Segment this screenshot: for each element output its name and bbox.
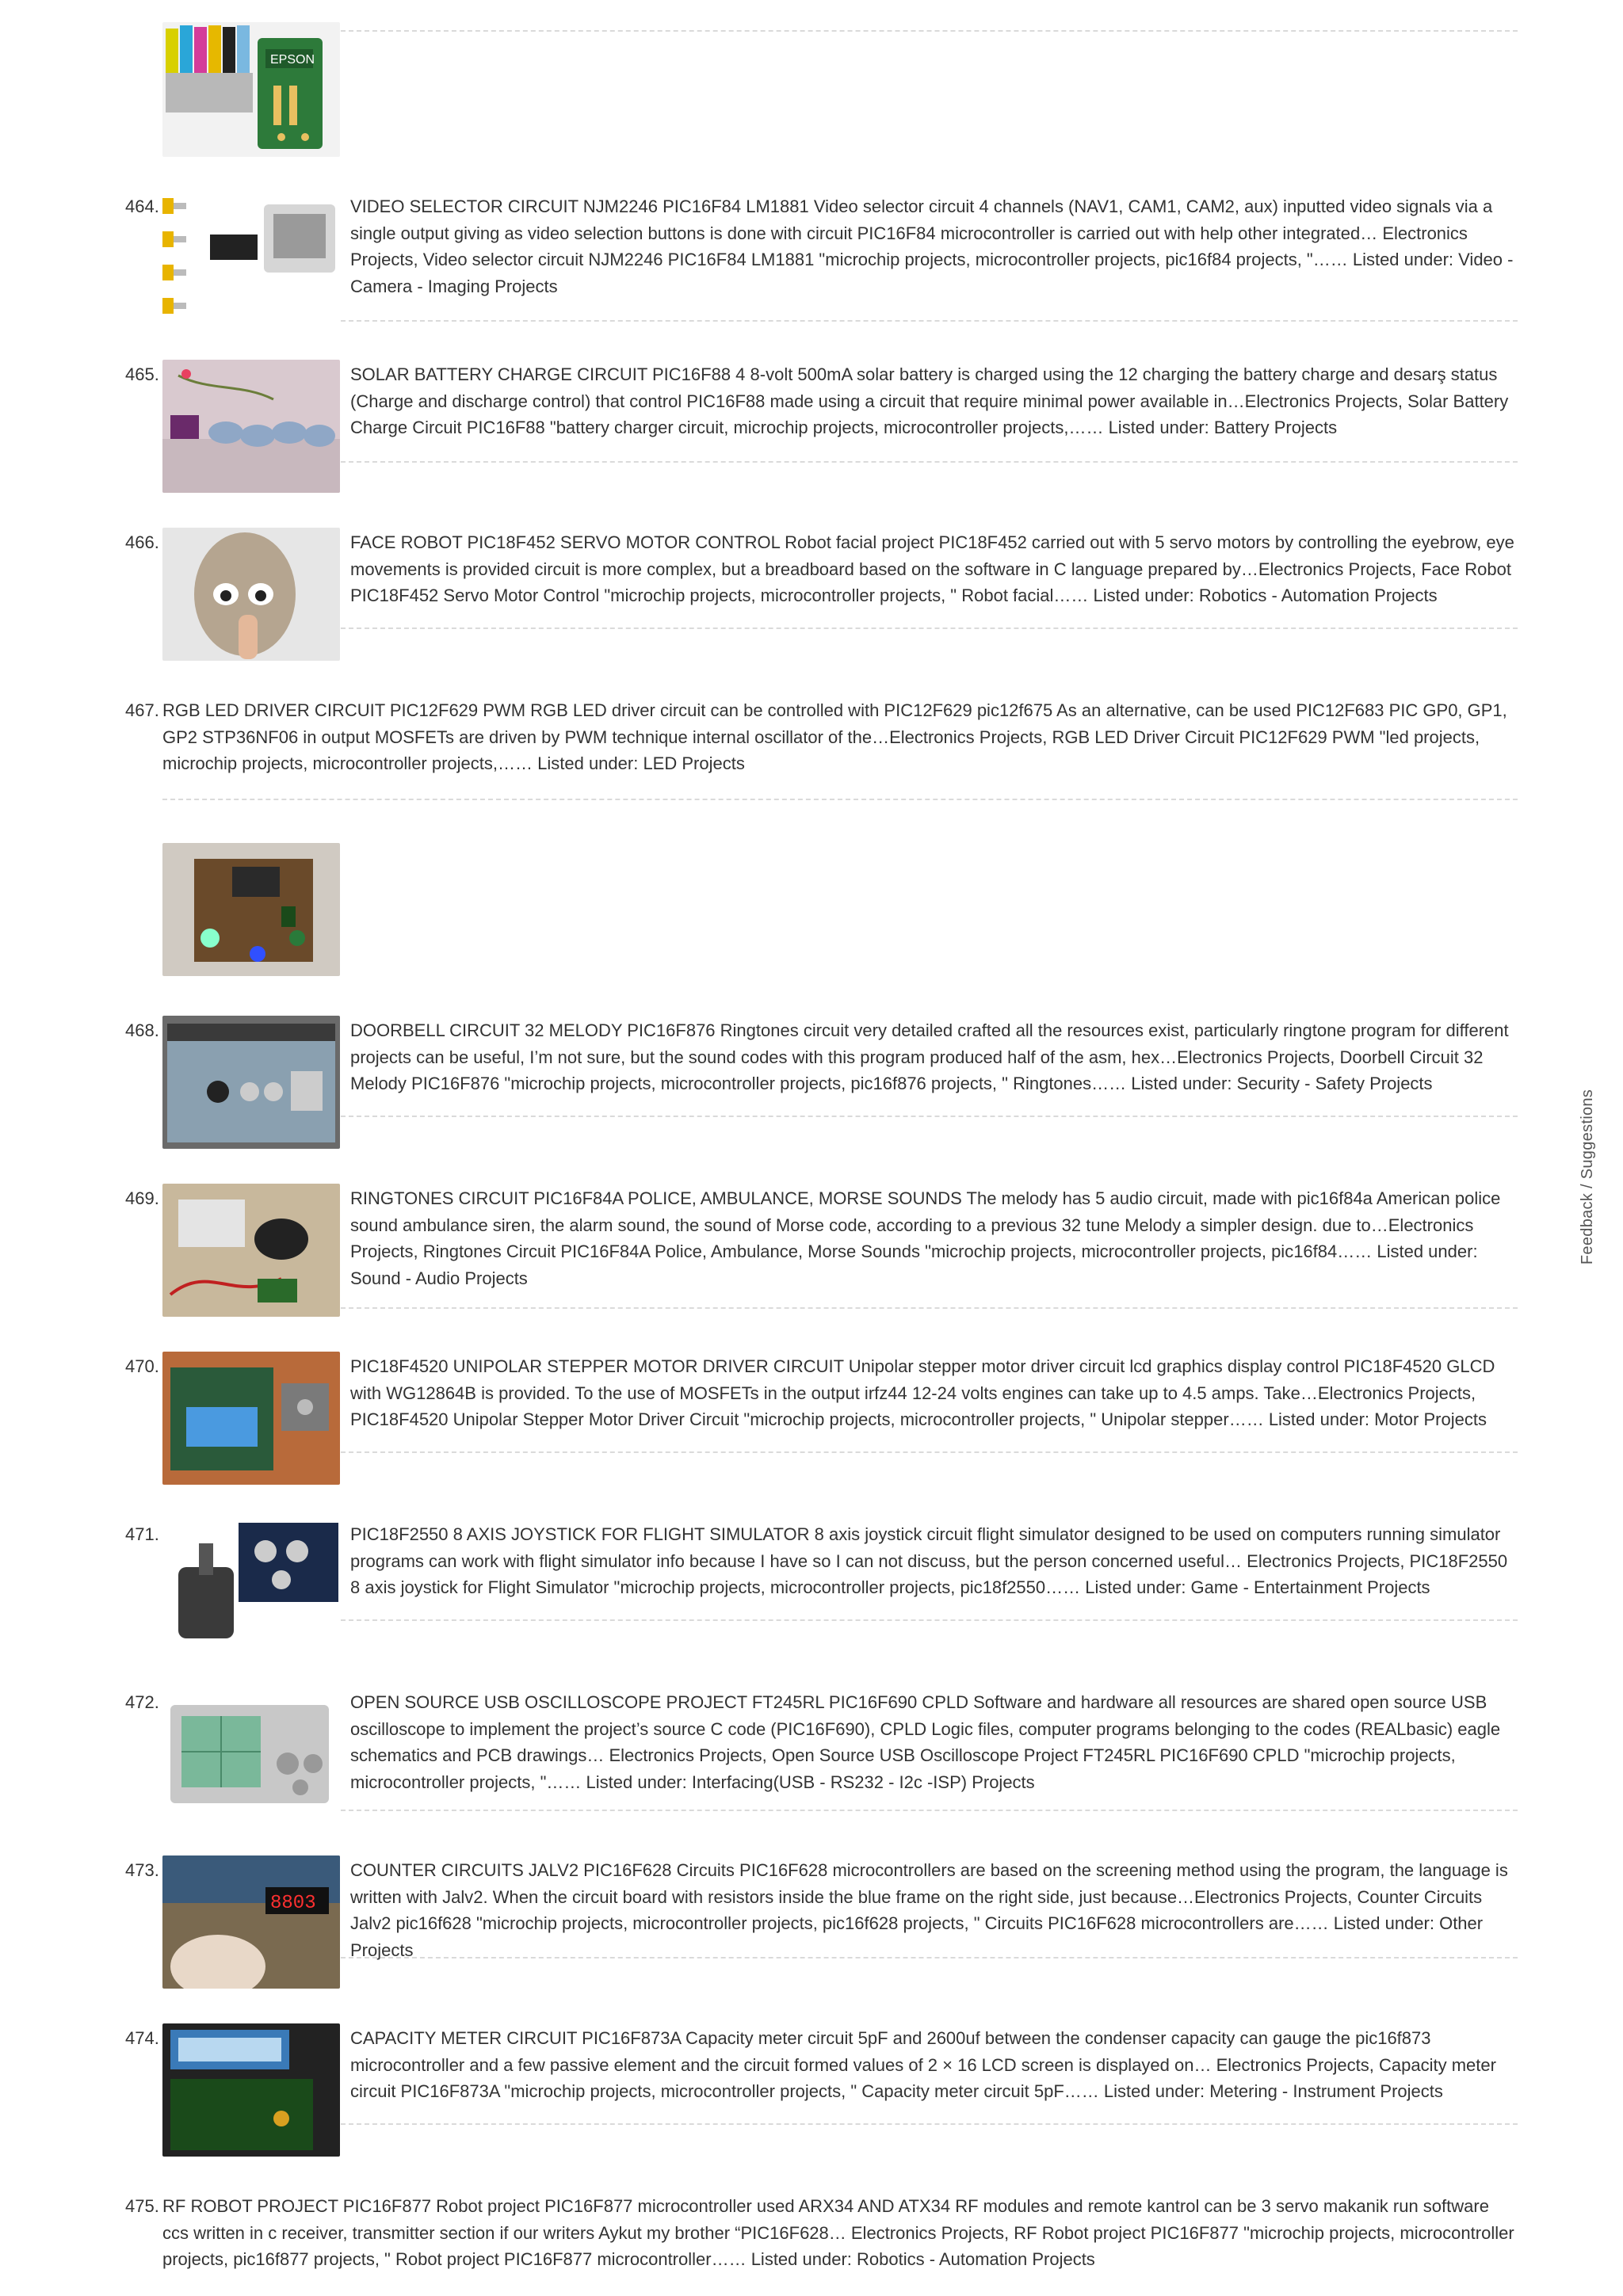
item-number: 471. bbox=[125, 1524, 159, 1544]
feedback-tab[interactable] bbox=[1568, 1085, 1609, 1268]
item-description: PIC18F2550 8 AXIS JOYSTICK FOR FLIGHT SIMULATOR 8 axis joystick circuit flight simulator designed to be used on computers running simulator programs can work with flight simulator info because I have so I can not discuss, but the person concerned useful… Electronics Projects, PIC18F2550 8 axis joystick for Flight Simulator "microchip projects, microcontroller projects, pic18f2550…… Listed under: Game - Entertainment Projects bbox=[350, 1524, 1508, 1597]
item-description: FACE ROBOT PIC18F452 SERVO MOTOR CONTROL Robot facial project PIC18F452 carried out with 5 servo motors by controlling the eyebrow, eye movements is provided circuit is more complex, but a breadboard based on the software in C language prepared by…Electronics Projects, Face Robot PIC18F452 Servo Motor Control "microchip projects, microcontroller projects, " Robot facial…… Listed under: Robotics - Automation Projects bbox=[350, 532, 1514, 605]
project-thumbnail-stepper[interactable] bbox=[162, 1352, 340, 1485]
item-number: 464. bbox=[125, 196, 159, 216]
item-number: 472. bbox=[125, 1692, 159, 1712]
item-description: DOORBELL CIRCUIT 32 MELODY PIC16F876 Ringtones circuit very detailed crafted all the resources exist, particularly ringtone program for different projects can be useful, I’m not sure, but the sound codes with this program produced half of the asm, hex…Electronics Projects, Doorbell Circuit 32 Melody PIC16F876 "microchip projects, microcontroller projects, pic16f876 projects, " Ringtones…… Listed under: Security - Safety Projects bbox=[350, 1020, 1509, 1093]
separator bbox=[162, 799, 1518, 800]
item-number: 469. bbox=[125, 1188, 159, 1208]
item-description: RINGTONES CIRCUIT PIC16F84A POLICE, AMBULANCE, MORSE SOUNDS The melody has 5 audio circuit, made with pic16f84a American police sound ambulance siren, the alarm sound, the sound of Morse code, according to a previous 32 tune Melody a simpler design. due to…Electronics Projects, Ringtones Circuit PIC16F84A Police, Ambulance, Morse Sounds "microchip projects, microcontroller projects, pic16f84…… Listed under: Sound - Audio Projects bbox=[350, 1188, 1501, 1288]
item-number: 474. bbox=[125, 2028, 159, 2048]
project-thumbnail-flight-joystick[interactable] bbox=[162, 1520, 340, 1653]
project-thumbnail-counter[interactable] bbox=[162, 1855, 340, 1989]
separator bbox=[341, 1307, 1518, 1309]
project-thumbnail-video-selector[interactable] bbox=[162, 187, 340, 320]
item-number: 470. bbox=[125, 1356, 159, 1376]
separator bbox=[341, 2123, 1518, 2125]
item-description: OPEN SOURCE USB OSCILLOSCOPE PROJECT FT245RL PIC16F690 CPLD Software and hardware all resources are shared open source USB oscilloscope to implement the project’s source C code (PIC16F690), CPLD Logic files, computer programs belonging to the codes (REALbasic) eagle schematics and PCB drawings… Electronics Projects, Open Source USB Oscilloscope Project FT245RL PIC16F690 CPLD "microchip projects, microcontroller projects, "…… Listed under: Interfacing(USB - RS232 - I2c -ISP) Projects bbox=[350, 1692, 1501, 1792]
separator bbox=[341, 461, 1518, 463]
project-thumbnail-face-robot[interactable] bbox=[162, 528, 340, 661]
item-number: 467. bbox=[125, 700, 159, 720]
project-thumbnail-rgb-led[interactable] bbox=[162, 843, 340, 976]
separator bbox=[341, 1810, 1518, 1811]
item-description: COUNTER CIRCUITS JALV2 PIC16F628 Circuits PIC16F628 microcontrollers are based on the screening method using the program, the language is written with Jalv2. When the circuit board with resistors inside the blue frame on the right side, just because…Electronics Projects, Counter Circuits Jalv2 pic16f628 "microchip projects, microcontroller projects, pic16f628 projects, " Circuits PIC16F628 microcontrollers are…… Listed under: Other Projects bbox=[350, 1860, 1508, 1960]
separator bbox=[341, 1619, 1518, 1621]
project-thumbnail-usb-oscilloscope[interactable] bbox=[162, 1688, 340, 1821]
item-number: 468. bbox=[125, 1020, 159, 1040]
item-number: 473. bbox=[125, 1860, 159, 1880]
item-number: 466. bbox=[125, 532, 159, 552]
separator bbox=[341, 1957, 1518, 1958]
separator bbox=[341, 320, 1518, 322]
item-description: RGB LED DRIVER CIRCUIT PIC12F629 PWM RGB LED driver circuit can be controlled with PIC12F629 pic12f675 As an alternative, can be used PIC12F683 PIC GP0, GP1, GP2 STP36NF06 in output MOSFETs are driven by PWM technique internal oscillator of the…Electronics Projects, RGB LED Driver Circuit PIC12F629 PWM "led projects, microchip projects, microcontroller projects,…… Listed under: LED Projects bbox=[162, 700, 1507, 773]
separator bbox=[341, 1116, 1518, 1117]
item-description: RF ROBOT PROJECT PIC16F877 Robot project PIC16F877 microcontroller used ARX34 AND ATX34 RF modules and remote kantrol can be 3 servo makanik run software ccs written in c receiver, transmitter section if our writers Aykut my brother “PIC16F628… Electronics Projects, RF Robot project PIC16F877 "microchip projects, microcontroller projects, pic16f877 projects, " Robot project PIC16F877 microcontroller…… Listed under: Robotics - Automation Projects bbox=[162, 2196, 1514, 2269]
svg-text:EPSON: EPSON bbox=[270, 53, 315, 67]
separator bbox=[341, 30, 1518, 32]
project-thumbnail-solar-charger[interactable] bbox=[162, 360, 340, 493]
project-thumbnail-capacity-meter[interactable] bbox=[162, 2023, 340, 2157]
item-description: SOLAR BATTERY CHARGE CIRCUIT PIC16F88 4 8-volt 500mA solar battery is charged using the 12 charging the battery charge and desarş status (Charge and discharge control) that control PIC16F88 made using a circuit that require minimal power available in…Electronics Projects, Solar Battery Charge Circuit PIC16F88 "battery charger circuit, microchip projects, microcontroller projects,…… Listed under: Battery Projects bbox=[350, 364, 1509, 437]
item-description: PIC18F4520 UNIPOLAR STEPPER MOTOR DRIVER CIRCUIT Unipolar stepper motor driver circuit lcd graphics display control PIC18F4520 GLCD with WG12864B is provided. To the use of MOSFETs in the output irfz44 12-24 volts engines can take up to 4.5 amps. Take…Electronics Projects, PIC18F4520 Unipolar Stepper Motor Driver Circuit "microchip projects, microcontroller projects, " Unipolar stepper…… Listed under: Motor Projects bbox=[350, 1356, 1495, 1429]
item-description: CAPACITY METER CIRCUIT PIC16F873A Capacity meter circuit 5pF and 2600uf between the condenser capacity can gauge the pic16f873 microcontroller and a few passive element and the circuit formed values of 2 × 16 LCD screen is displayed on… Electronics Projects, Capacity meter circuit PIC16F873A "microchip projects, microcontroller projects, " Capacity meter circuit 5pF…… Listed under: Metering - Instrument Projects bbox=[350, 2028, 1496, 2101]
item-number: 465. bbox=[125, 364, 159, 384]
separator bbox=[341, 1451, 1518, 1453]
feedback-tab-label: Feedback / Suggestions bbox=[1579, 1089, 1597, 1264]
project-thumbnail-epson[interactable] bbox=[162, 22, 340, 157]
separator bbox=[341, 627, 1518, 629]
counter-digits: 8803 bbox=[270, 1893, 316, 1914]
item-description: VIDEO SELECTOR CIRCUIT NJM2246 PIC16F84 LM1881 Video selector circuit 4 channels (NAV1, CAM1, CAM2, aux) inputted video signals via a single output giving as video selection buttons is done with circuit PIC16F84 microcontroller is carried out with help other integrated… Electronics Projects, Video selector circuit NJM2246 PIC16F84 LM1881 "microchip projects, microcontroller projects, pic16f84 projects, "…… Listed under: Video - Camera - Imaging Projects bbox=[350, 196, 1514, 296]
item-number: 475. bbox=[125, 2196, 159, 2216]
project-thumbnail-doorbell[interactable] bbox=[162, 1016, 340, 1149]
project-thumbnail-ringtones[interactable] bbox=[162, 1184, 340, 1317]
